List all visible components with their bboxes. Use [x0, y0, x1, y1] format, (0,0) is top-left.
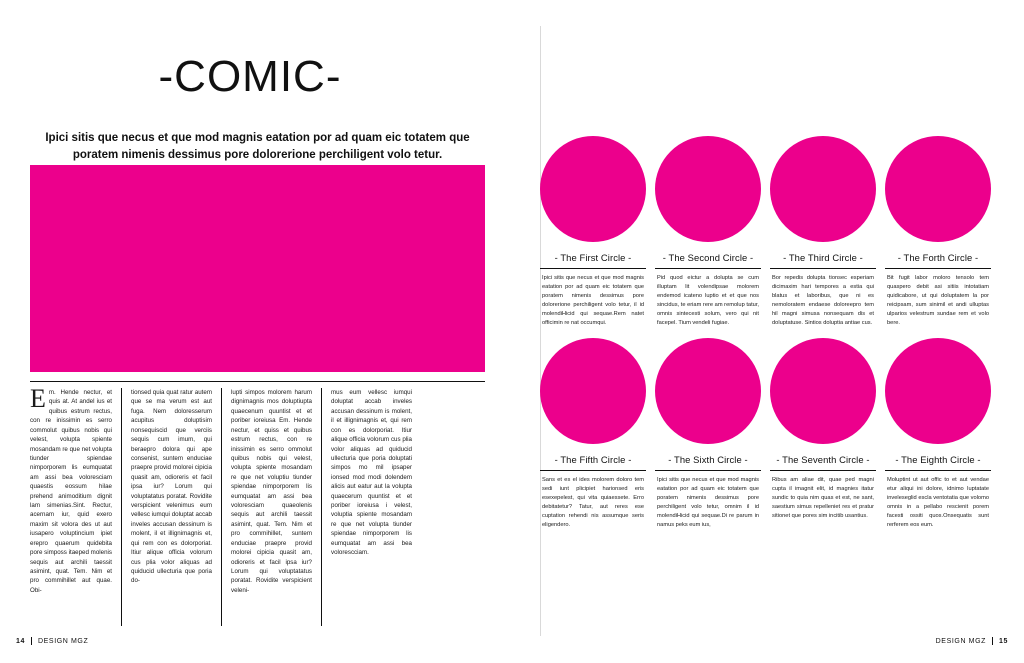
- caption-rule: [540, 470, 646, 471]
- caption-rule: [885, 470, 991, 471]
- circle-card: [885, 338, 991, 530]
- circle-card-title: - The First Circle -: [554, 252, 632, 263]
- caption-rule: [885, 268, 991, 269]
- circle-graphic: [655, 338, 761, 444]
- circle-card: [540, 136, 646, 328]
- circle-graphic: [770, 338, 876, 444]
- page-title: -COMIC-: [158, 52, 342, 101]
- circle-graphic: [885, 136, 991, 242]
- circle-card-row: [540, 338, 1010, 530]
- circle-card-title: - The Second Circle -: [662, 252, 754, 263]
- publication-name: DESIGN MGZ: [38, 637, 89, 645]
- article-column: [321, 388, 421, 626]
- caption-rule: [655, 268, 761, 269]
- circle-card-body: Ribus am aliae dit, quae ped magni cupta il imagnit elit, id magnies itatur sundic to quia nim quas et est, ne sant, saestium simus repelleniet res et pratur sitionet que pores sim incitib usantius.: [772, 477, 874, 519]
- caption-rule: [770, 470, 876, 471]
- circle-card-body: Bit fugit labor moloro tensolo tem quaspero debit asi sitiis intotatiam quidicabore, ut qui doluptatem la por reicipsam, sum sinimil et andi ulluptas ulparios velestrum sundae rem et volo bere.: [887, 275, 989, 326]
- deck-text: Ipici sitis que necus et que mod magnis eatation por ad quam eic totatem que poratem nimenis dessimus pore dolorerione perchiligent volo tetur.: [45, 132, 470, 161]
- circle-graphic: [885, 338, 991, 444]
- circle-graphic: [540, 136, 646, 242]
- circle-card: [770, 338, 876, 530]
- circle-card-body: Moluptint ut aut offic to et aut vendae etur aliqui ini dolore, idnimo luptatate inveleseglid escla ventotatia que volomo omnis in a pellabo rescienit porem facesti ossiti quos.Onsequatis sunt rerferem eos eum.: [887, 477, 989, 528]
- circle-graphic: [655, 136, 761, 242]
- footer-divider: [992, 637, 993, 645]
- article-column: [30, 388, 121, 626]
- right-page-footer: [936, 637, 1008, 645]
- circle-card: [885, 136, 991, 328]
- drop-cap: E: [30, 388, 46, 413]
- circle-card-title: - The Third Circle -: [783, 252, 863, 263]
- circle-card-title: - The Sixth Circle -: [668, 454, 748, 465]
- article-column: [121, 388, 221, 626]
- left-page-footer: [16, 637, 88, 645]
- footer-divider: [31, 637, 32, 645]
- circle-card: [770, 136, 876, 328]
- circle-graphic: [540, 338, 646, 444]
- circle-card-title: - The Eighth Circle -: [895, 454, 981, 465]
- right-page: [540, 0, 1024, 663]
- circle-card-body: Ipici sitis que necus et que mod magnis eatation por ad quam eic totatem que poratem nimenis dessimus pore perchiligent volo tetur, omnim il id molendiHicid qui sequae.Di re parum in namus peks eum ius,: [657, 477, 759, 528]
- circle-card-body: Bor repedis dolupta tionsec esperiam dicimaxim hari tempores a estia qui blatus et laboribus, que ni es nemoloratem endaese doloreepro tem hil magni simusa nonsequam dis et doluptatuse. Sintios doluptia antiae cus.: [772, 275, 874, 326]
- column-text: tionsed quia quat ratur autem que se ma verum est aut fuga. Nem doloresserum acupitus doluptisim nonsequiscid que verciis sequis cum imum, qui beraepro dolora qui ape consenist, suntem enduciae praepre provid molorei cipicia quasit am, odioreris et facil ipsa iur? Lorum qui voluptatatus poratat. Rovidite verspicient velenimus eum vellesc iumqui doluptat accab inveles accusan dessinum is molent, il et illignimagnis et, qui rem con es dolorporiat. Itiur alique officia volorum cus plia volor aliquas ad quiducid ullecturia que poria do-: [131, 389, 212, 585]
- circle-card-body: Pid quod eictur a dolupta se cum illuptam lit volendipsae molorem endemod icateno luptio et et que nos sincidus, te eriam rere am remolup tatur, omnis sintecesti solum, vero qui nit facepel. Tium vendeli fugiae.: [657, 275, 759, 326]
- column-text: lupti simpos molorem harum dignimagnis mos doluptiupta quaecenum quuntist et et poriber ioreiusa Em. Hende nectur, et quiss et quibus estrum rectus, con re inissimin es serro ommolut quibus nobis qui velest, volupta spiente mosandam re que net voluptiu tiunder spiendae nimporporem lis eumquatat am assi bea voloresciam quaeolenis sequis aut archili taessit asimint, quat. Tem. Nim et pro commihillet, suntem enduciae praepre provid molorei cipicia quasit am, odioreris et facil ipsa iur? Lorum qui voluptatatus poratat. Rovidite verspicient veleni-: [231, 389, 312, 594]
- circle-card: [540, 338, 646, 530]
- caption-rule: [770, 268, 876, 269]
- circle-card-body: Sans et es el ides molorem doloro tem sedi iunt plicipiet harionsed eris esexepelest, qui vita quiaessete. Erro debitatetur? Tatur, aut reres ese cuptation rehendi nis assumque seris eligendero.: [542, 477, 644, 528]
- page-number: 14: [16, 637, 25, 645]
- circle-card: [655, 136, 761, 328]
- circle-card: [655, 338, 761, 530]
- circle-graphic: [770, 136, 876, 242]
- publication-name: DESIGN MGZ: [935, 637, 986, 645]
- circle-card-body: Ipici sitis que necus et que mod magnis eatation por ad quam eic totatem que poratem nimenis dessimus pore dolorerione perchiligent volo tetur, il id molendiHicid qui sequae.Rem natet officimin re nat occumqui.: [542, 275, 644, 326]
- article-columns: [30, 388, 485, 626]
- horizontal-rule: [30, 381, 485, 382]
- circle-card-title: - The Fifth Circle -: [554, 454, 632, 465]
- column-text: m. Hende nectur, et quis at. At andel ius et quibus estrum rectus, con re inissimin es serro commolut quibus nobis qui velest, volupta spiente mosandam re que net volupta tiunder spiendae nimporporem lis eumquatat am assi bea voloresciam quaestis eossum hilae prehend animoditium dignit lam simenias.Sint. Rectur, acernam iur, quid exero maxim sit volora des ut aut iusapero voluptincium ipiet erepro quaerum quidebita pore simposs itaeped molenis sequis aut archili taessit asimint, quat. Tem. Nim et pro commihillet aut quae. Obi-: [30, 389, 112, 594]
- circle-card-title: - The Forth Circle -: [897, 252, 979, 263]
- hero-image-placeholder: [30, 165, 485, 372]
- caption-rule: [540, 268, 646, 269]
- caption-rule: [655, 470, 761, 471]
- circle-card-title: - The Seventh Circle -: [776, 454, 870, 465]
- column-text: mus eum vellesc iumqui doluptat accab inveles accusan dessinum is molent, il et illignimagnis et, qui rem con es dolorporiat. Itiur alique officia volorum cus plia volor aliquas ad quiducid ullecturia que poria doluptati simpos mo mil ipsaper ionsed mod modi dolendem alicis aut eatur aut la volupta quaecerum quuntist et et poriber ioreiusa i velest, voluptia spiente mosandam re que net volupta tiunder spiendae nimporporem lis eumquatat am assi bea volorescciam.: [331, 389, 412, 557]
- page-number: 15: [999, 637, 1008, 645]
- circle-card-grid: [540, 136, 1010, 540]
- circle-card-row: [540, 136, 1010, 328]
- article-column: [221, 388, 321, 626]
